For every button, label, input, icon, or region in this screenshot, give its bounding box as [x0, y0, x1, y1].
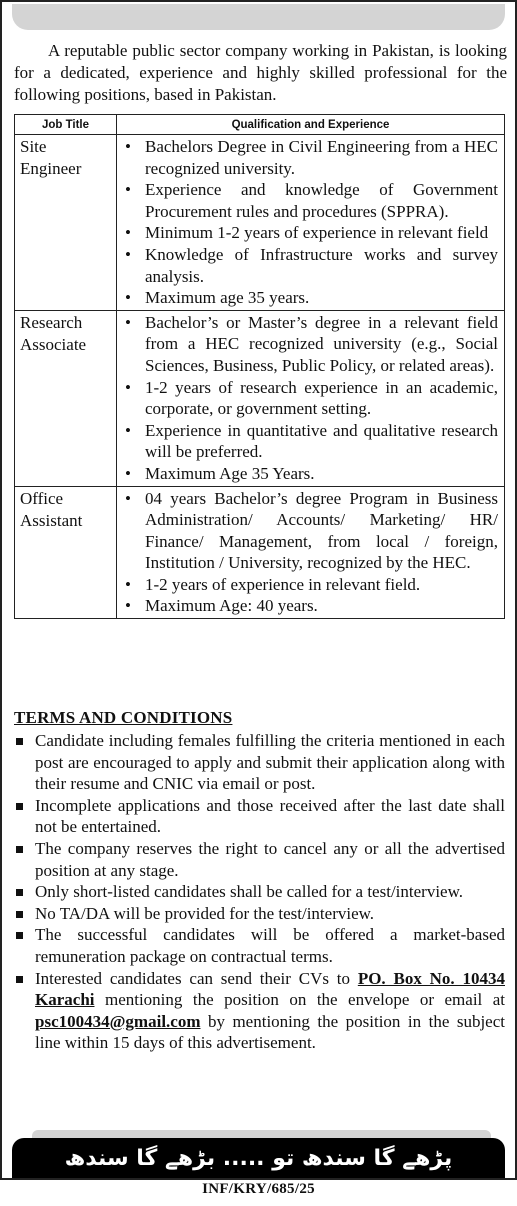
urdu-slogan: پڑھے گا سندھ تو ..... بڑھے گا سندھ [64, 1145, 453, 1171]
qualification-item: • Maximum Age 35 Years. [121, 463, 498, 485]
qualification-item: • Knowledge of Infrastructure works and survey analysis. [121, 244, 498, 287]
qualification-cell [117, 310, 505, 486]
bottom-decorative-bar [32, 1130, 491, 1138]
top-decorative-bar [12, 4, 505, 30]
qualification-item: • Bachelors Degree in Civil Engineering from a HEC recognized university. [121, 136, 498, 179]
job-title-line: Assistant [20, 510, 83, 530]
header-qualification: Qualification and Experience [117, 115, 505, 135]
terms-item: The successful candidates will be offered a market-based remuneration package on contractual terms. [14, 924, 505, 967]
qualification-item: • Bachelor’s or Master’s degree in a relevant field from a HEC recognized university (e.g., Social Sciences, Business, Public Policy, or related areas). [121, 312, 498, 377]
intro-paragraph: A reputable public sector company working in Pakistan, is looking for a dedicated, experience and highly skilled professional for the following positions, based in Pakistan. [14, 41, 507, 104]
reference-number: INF/KRY/685/25 [202, 1181, 315, 1197]
header-job-title: Job Title [15, 115, 117, 135]
slogan-banner [12, 1138, 505, 1178]
qualification-cell [117, 486, 505, 619]
terms-item: No TA/DA will be provided for the test/interview. [14, 903, 505, 925]
qualification-item: • Maximum Age: 40 years. [121, 595, 498, 617]
positions-table [14, 114, 505, 619]
po-box-address: PO. Box No. 10434 Karachi [35, 968, 505, 1010]
job-title-line: Site [20, 137, 47, 156]
qualification-item: • Experience and knowledge of Government Procurement rules and procedures (SPPRA). [121, 179, 498, 222]
terms-heading: TERMS AND CONDITIONS [14, 708, 233, 727]
qualification-item: • 1-2 years of experience in relevant field. [121, 574, 498, 596]
contact-text: Interested candidates can send their CVs to [35, 968, 358, 988]
job-title-line: Engineer [20, 159, 82, 178]
qualification-list [121, 136, 498, 309]
qualification-item: • Minimum 1-2 years of experience in relevant field [121, 222, 498, 244]
job-title-line: Office [20, 488, 64, 508]
qualification-item: • Experience in quantitative and qualitative research will be preferred. [121, 420, 498, 463]
job-title-cell [15, 486, 117, 619]
qualification-item: • 1-2 years of research experience in an academic, corporate, or government setting. [121, 377, 498, 420]
qualification-list [121, 312, 498, 485]
job-title-line: Associate [20, 334, 87, 354]
table-row-research-associate [15, 310, 505, 486]
contact-email-link[interactable]: psc100434@gmail.com [35, 1011, 201, 1031]
job-title-line: Research [20, 312, 83, 332]
terms-item: Incomplete applications and those received after the last date shall not be entertained. [14, 795, 505, 838]
terms-item: Candidate including females fulfilling the criteria mentioned in each post are encouraged to apply and submit their application along with their resume and CNIC via email or post. [14, 730, 505, 795]
terms-item: Only short-listed candidates shall be called for a test/interview. [14, 881, 505, 903]
contact-text: mentioning the position on the envelope or email at [94, 990, 505, 1010]
qualification-list [121, 488, 498, 618]
terms-item-contact [14, 968, 505, 1054]
terms-list [14, 730, 505, 1054]
job-title-cell [15, 310, 117, 486]
qualification-cell [117, 135, 505, 311]
table-header-row [15, 115, 505, 135]
contact-text: by mentioning the position in the subject line within 15 days of this advertisement. [35, 1011, 505, 1053]
job-title-cell [15, 135, 117, 311]
table-row-site-engineer [15, 135, 505, 311]
qualification-item: • 04 years Bachelor’s degree Program in Business Administration/ Accounts/ Marketing/ HR/ Finance/ Management, from local / foreign, Institution / University, recognized by the HEC. [121, 488, 498, 574]
qualification-item: • Maximum age 35 years. [121, 287, 498, 309]
table-row-office-assistant [15, 486, 505, 619]
terms-item: The company reserves the right to cancel any or all the advertised position at any stage. [14, 838, 505, 881]
